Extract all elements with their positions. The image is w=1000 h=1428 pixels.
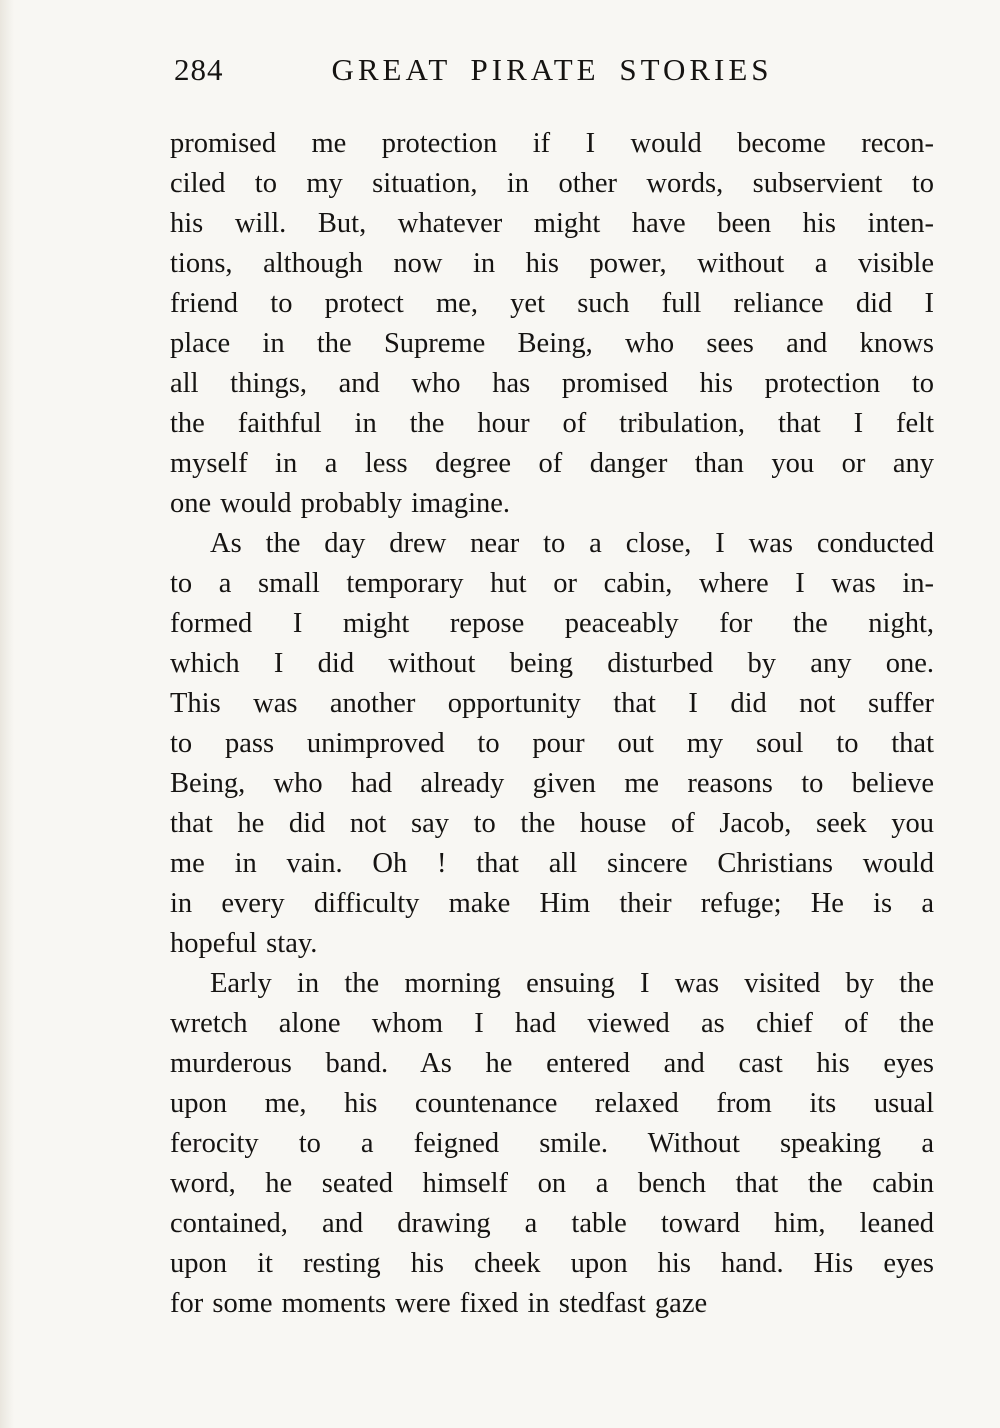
text-line: promised me protection if I would become recon- xyxy=(170,128,934,159)
text-line: wretch alone whom I had viewed as chief of the xyxy=(170,1008,934,1039)
text-line: me in vain. Oh ! that all sincere Christians would xyxy=(170,848,934,879)
text-line: which I did without being disturbed by any one. xyxy=(170,648,934,679)
text-line: for some moments were fixed in stedfast gaze xyxy=(170,1288,708,1319)
text-line: word, he seated himself on a bench that the cabin xyxy=(170,1168,934,1199)
text-line: hopeful stay. xyxy=(170,928,318,959)
paragraph xyxy=(170,964,934,1324)
text-line: place in the Supreme Being, who sees and knows xyxy=(170,328,934,359)
text-line: friend to protect me, yet such full reliance did I xyxy=(170,288,934,319)
text-line: ciled to my situation, in other words, subservient to xyxy=(170,168,934,199)
text-line: upon me, his countenance relaxed from its usual xyxy=(170,1088,934,1119)
text-line: Being, who had already given me reasons to believe xyxy=(170,768,934,799)
text-line: his will. But, whatever might have been his inten- xyxy=(170,208,934,239)
text-line: tions, although now in his power, without a visible xyxy=(170,248,934,279)
text-line: one would probably imagine. xyxy=(170,488,511,519)
text-line: This was another opportunity that I did not suffer xyxy=(170,688,934,719)
text-line: Early in the morning ensuing I was visited by the xyxy=(210,968,934,999)
text-line: upon it resting his cheek upon his hand. His eyes xyxy=(170,1248,934,1279)
book-title: GREAT PIRATE STORIES xyxy=(331,52,773,87)
text-line: ferocity to a feigned smile. Without speaking a xyxy=(170,1128,934,1159)
paragraph xyxy=(170,524,934,964)
text-line: to a small temporary hut or cabin, where I was in- xyxy=(170,568,934,599)
text-line: contained, and drawing a table toward him, leaned xyxy=(170,1208,934,1239)
text-line: myself in a less degree of danger than you or any xyxy=(170,448,934,479)
text-line: to pass unimproved to pour out my soul to that xyxy=(170,728,934,759)
text-line: formed I might repose peaceably for the night, xyxy=(170,608,934,639)
text-line: the faithful in the hour of tribulation, that I felt xyxy=(170,408,934,439)
page-body xyxy=(170,124,934,1324)
paragraph xyxy=(170,124,934,524)
page-number: 284 xyxy=(174,52,224,87)
text-line: in every difficulty make Him their refuge; He is a xyxy=(170,888,934,919)
text-line: that he did not say to the house of Jacob, seek you xyxy=(170,808,934,839)
text-line: As the day drew near to a close, I was conducted xyxy=(210,528,934,559)
text-line: murderous band. As he entered and cast his eyes xyxy=(170,1048,934,1079)
text-line: all things, and who has promised his protection to xyxy=(170,368,934,399)
page-header xyxy=(170,52,934,98)
